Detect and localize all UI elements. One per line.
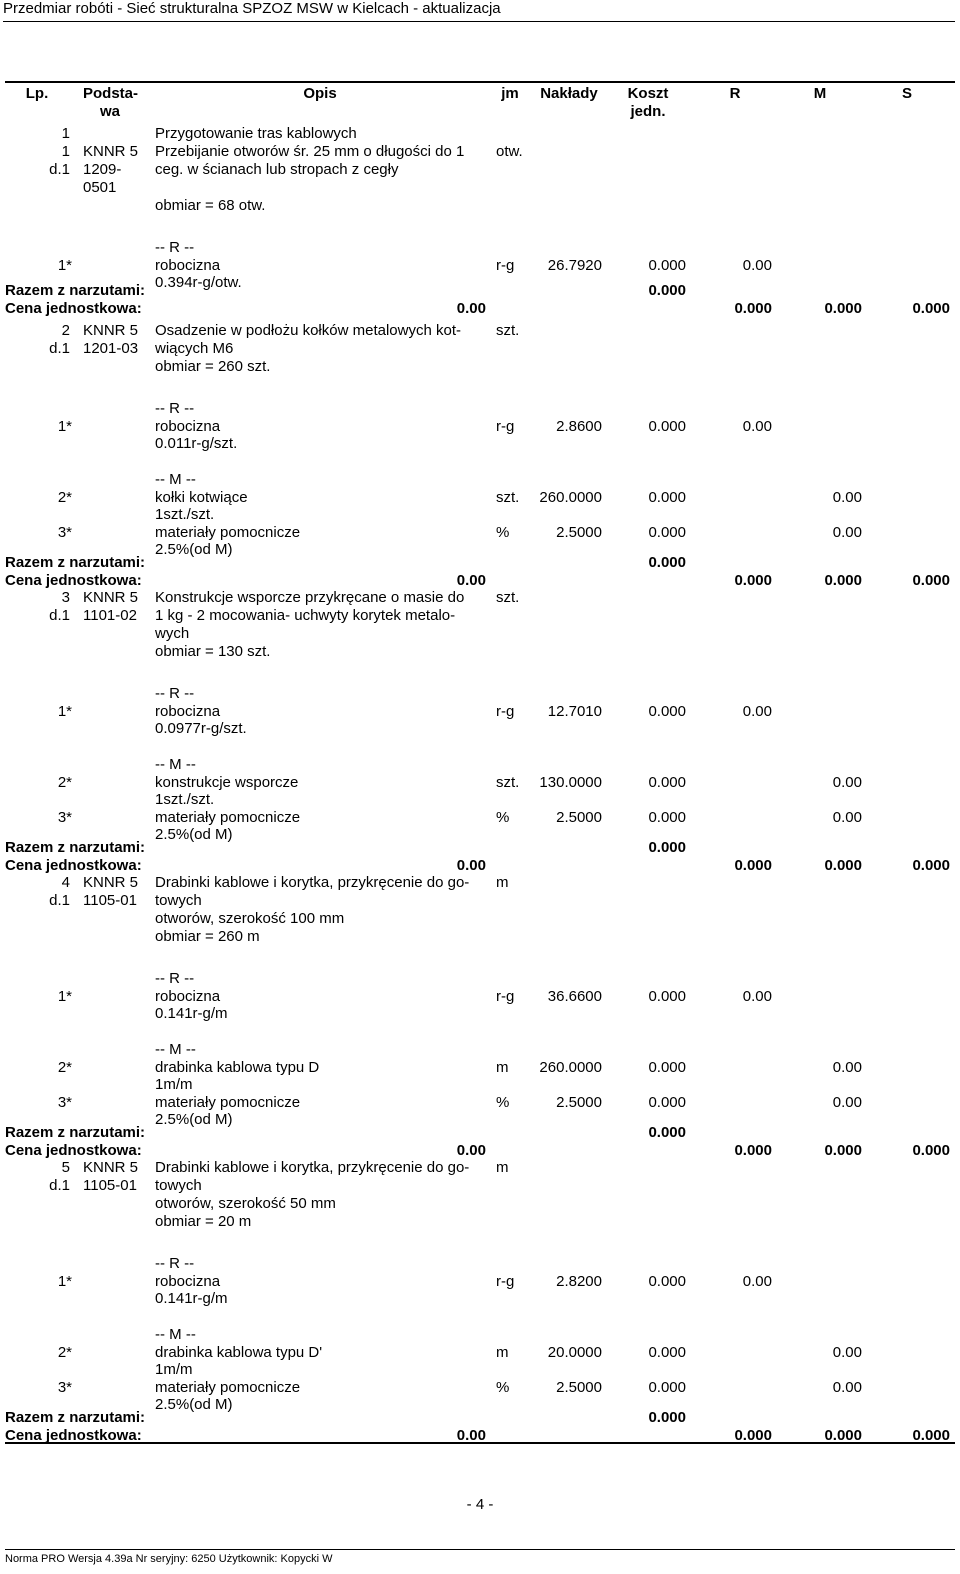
resource-value-m: 0.00 [832, 1094, 862, 1111]
basis-code-line: 1105-01 [83, 892, 137, 909]
total-with-surcharges-value: 0.000 [648, 1409, 686, 1426]
footer-divider [5, 1549, 955, 1550]
resource-quantity: 2.5000 [556, 1094, 602, 1111]
resource-unit-price: 0.000 [648, 524, 686, 541]
position-number-sub: d.1 [49, 161, 70, 178]
total-with-surcharges-value: 0.000 [648, 839, 686, 856]
col-podstawa-line1: Podsta- [83, 85, 139, 102]
resource-index: 3* [57, 1094, 72, 1111]
resource-name: robocizna [155, 1273, 221, 1290]
resource-rate: 0.141r-g/m [155, 1005, 228, 1022]
resource-index: 2* [57, 774, 72, 791]
unit-price-total: 0.00 [456, 1427, 486, 1444]
resource-name: materiały pomocnicze [155, 1379, 301, 1396]
unit-price-s: 0.000 [912, 572, 950, 589]
col-r: R [729, 85, 741, 102]
resource-rate: 1szt./szt. [155, 791, 215, 808]
resource-quantity: 36.6600 [547, 988, 602, 1005]
table-bottom-rule [5, 1442, 955, 1444]
position-number: 3 [61, 589, 70, 606]
labor-section-header: -- R -- [155, 400, 195, 417]
resource-name: materiały pomocnicze [155, 1094, 301, 1111]
resource-rate: 2.5%(od M) [155, 1111, 233, 1128]
basis-code-line: KNNR 5 [83, 143, 139, 160]
resource-index: 2* [57, 1059, 72, 1076]
basis-code-line: 0501 [83, 179, 117, 196]
resource-index: 3* [57, 524, 72, 541]
unit-price-label: Cena jednostkowa: [5, 857, 142, 874]
unit-of-measure: szt. [496, 322, 520, 339]
resource-value-m: 0.00 [832, 489, 862, 506]
resource-rate: 1m/m [155, 1361, 193, 1378]
resource-index: 1* [57, 418, 72, 435]
resource-value-m: 0.00 [832, 1059, 862, 1076]
resource-unit: % [496, 1379, 510, 1396]
resource-unit: szt. [496, 489, 520, 506]
resource-index: 1* [57, 257, 72, 274]
position-number-sub: d.1 [49, 892, 70, 909]
unit-price-s: 0.000 [912, 1427, 950, 1444]
resource-value-r: 0.00 [742, 257, 772, 274]
unit-price-total: 0.00 [456, 857, 486, 874]
measurement-line: obmiar = 20 m [155, 1213, 252, 1230]
description-line: wiących M6 [155, 340, 234, 357]
description-line: Drabinki kablowe i korytka, przykręcenie do go- [155, 1159, 470, 1176]
total-with-surcharges-label: Razem z narzutami: [5, 1124, 146, 1141]
resource-quantity: 26.7920 [547, 257, 602, 274]
material-section-header: -- M -- [155, 1041, 196, 1058]
resource-rate: 2.5%(od M) [155, 541, 233, 558]
resource-index: 1* [57, 1273, 72, 1290]
resource-rate: 1m/m [155, 1076, 193, 1093]
resource-name: robocizna [155, 988, 221, 1005]
col-lp: Lp. [25, 85, 49, 102]
labor-section-header: -- R -- [155, 685, 195, 702]
resource-rate: 1szt./szt. [155, 506, 215, 523]
unit-price-r: 0.000 [734, 857, 772, 874]
resource-quantity: 260.0000 [539, 1059, 602, 1076]
resource-quantity: 2.5000 [556, 809, 602, 826]
description-line: wych [155, 625, 190, 642]
unit-price-total: 0.00 [456, 300, 486, 317]
resource-unit-price: 0.000 [648, 988, 686, 1005]
total-with-surcharges-label: Razem z narzutami: [5, 1409, 146, 1426]
group-title: Przygotowanie tras kablowych [155, 125, 357, 142]
group-number: 1 [61, 125, 70, 142]
resource-index: 3* [57, 1379, 72, 1396]
position-number: 2 [61, 322, 70, 339]
unit-of-measure: m [496, 1159, 509, 1176]
resource-quantity: 20.0000 [547, 1344, 602, 1361]
document-title: Przedmiar robóti - Sieć strukturalna SPZOZ MSW w Kielcach - aktualizacja [3, 0, 501, 17]
resource-unit-price: 0.000 [648, 1273, 686, 1290]
resource-value-m: 0.00 [832, 1379, 862, 1396]
unit-price-m: 0.000 [824, 1142, 862, 1159]
labor-section-header: -- R -- [155, 239, 195, 256]
resource-unit: % [496, 524, 510, 541]
resource-quantity: 12.7010 [547, 703, 602, 720]
col-naklady: Nakłady [540, 85, 598, 102]
unit-price-m: 0.000 [824, 1427, 862, 1444]
resource-rate: 0.0977r-g/szt. [155, 720, 247, 737]
resource-value-m: 0.00 [832, 1344, 862, 1361]
resource-unit-price: 0.000 [648, 1094, 686, 1111]
resource-name: robocizna [155, 257, 221, 274]
resource-unit: % [496, 1094, 510, 1111]
total-with-surcharges-value: 0.000 [648, 282, 686, 299]
resource-quantity: 2.5000 [556, 524, 602, 541]
resource-unit: r-g [496, 988, 515, 1005]
resource-unit-price: 0.000 [648, 1344, 686, 1361]
description-line: ceg. w ścianach lub stropach z cegły [155, 161, 399, 178]
resource-index: 3* [57, 809, 72, 826]
resource-name: drabinka kablowa typu D [155, 1059, 320, 1076]
resource-name: robocizna [155, 703, 221, 720]
basis-code-line: 1201-03 [83, 340, 139, 357]
description-line: towych [155, 892, 202, 909]
basis-code-line: 1101-02 [83, 607, 137, 624]
resource-value-r: 0.00 [742, 1273, 772, 1290]
unit-price-m: 0.000 [824, 572, 862, 589]
resource-unit-price: 0.000 [648, 1059, 686, 1076]
total-with-surcharges-value: 0.000 [648, 1124, 686, 1141]
resource-name: kołki kotwiące [155, 489, 248, 506]
col-koszt-line2: jedn. [630, 103, 666, 120]
position-number-sub: d.1 [49, 607, 70, 624]
description-line: Drabinki kablowe i korytka, przykręcenie do go- [155, 874, 470, 891]
resource-rate: 2.5%(od M) [155, 1396, 233, 1413]
unit-price-s: 0.000 [912, 1142, 950, 1159]
unit-price-s: 0.000 [912, 300, 950, 317]
resource-unit: m [496, 1059, 509, 1076]
col-podstawa-line2: wa [100, 103, 121, 120]
basis-code-line: KNNR 5 [83, 322, 139, 339]
measurement-line: obmiar = 130 szt. [155, 643, 271, 660]
labor-section-header: -- R -- [155, 970, 195, 987]
resource-rate: 0.141r-g/m [155, 1290, 228, 1307]
resource-unit: szt. [496, 774, 520, 791]
unit-price-r: 0.000 [734, 1142, 772, 1159]
resource-index: 1* [57, 988, 72, 1005]
resource-name: materiały pomocnicze [155, 524, 301, 541]
resource-unit-price: 0.000 [648, 1379, 686, 1396]
resource-unit: r-g [496, 703, 515, 720]
resource-unit: r-g [496, 418, 515, 435]
unit-price-label: Cena jednostkowa: [5, 300, 142, 317]
resource-unit-price: 0.000 [648, 257, 686, 274]
resource-value-r: 0.00 [742, 703, 772, 720]
header-divider [3, 21, 955, 22]
resource-quantity: 130.0000 [539, 774, 602, 791]
resource-name: konstrukcje wsporcze [155, 774, 299, 791]
material-section-header: -- M -- [155, 471, 196, 488]
resource-unit: r-g [496, 1273, 515, 1290]
material-section-header: -- M -- [155, 1326, 196, 1343]
col-s: S [901, 85, 912, 102]
unit-price-m: 0.000 [824, 857, 862, 874]
unit-price-s: 0.000 [912, 857, 950, 874]
col-opis: Opis [303, 85, 337, 102]
description-line: otworów, szerokość 100 mm [155, 910, 345, 927]
position-number-sub: d.1 [49, 1177, 70, 1194]
resource-rate: 0.011r-g/szt. [155, 435, 238, 452]
position-number: 5 [61, 1159, 70, 1176]
basis-code-line: KNNR 5 [83, 874, 139, 891]
resource-name: drabinka kablowa typu D' [155, 1344, 323, 1361]
resource-quantity: 2.8600 [556, 418, 602, 435]
material-section-header: -- M -- [155, 756, 196, 773]
basis-code-line: 1209- [83, 161, 122, 178]
measurement-line: obmiar = 68 otw. [155, 197, 266, 214]
basis-code-line: KNNR 5 [83, 1159, 139, 1176]
measurement-line: obmiar = 260 m [155, 928, 260, 945]
unit-price-label: Cena jednostkowa: [5, 572, 142, 589]
unit-of-measure: otw. [496, 143, 523, 160]
unit-of-measure: m [496, 874, 509, 891]
unit-price-label: Cena jednostkowa: [5, 1142, 142, 1159]
position-number-sub: d.1 [49, 340, 70, 357]
resource-value-r: 0.00 [742, 988, 772, 1005]
resource-index: 2* [57, 1344, 72, 1361]
total-with-surcharges-value: 0.000 [648, 554, 686, 571]
resource-rate: 0.394r-g/otw. [155, 274, 242, 291]
resource-value-m: 0.00 [832, 809, 862, 826]
resource-index: 2* [57, 489, 72, 506]
unit-price-label: Cena jednostkowa: [5, 1427, 142, 1444]
resource-name: materiały pomocnicze [155, 809, 301, 826]
description-line: towych [155, 1177, 202, 1194]
col-jm: jm [501, 85, 519, 102]
resource-index: 1* [57, 703, 72, 720]
basis-code-line: KNNR 5 [83, 589, 139, 606]
total-with-surcharges-label: Razem z narzutami: [5, 839, 146, 856]
basis-code-line: 1105-01 [83, 1177, 137, 1194]
description-line: Osadzenie w podłożu kołków metalowych kot- [155, 322, 461, 339]
resource-value-r: 0.00 [742, 418, 772, 435]
page-header [0, 0, 960, 28]
resource-unit-price: 0.000 [648, 418, 686, 435]
unit-price-total: 0.00 [456, 1142, 486, 1159]
description-line: Przebijanie otworów śr. 25 mm o długości do 1 [155, 143, 465, 160]
description-line: 1 kg - 2 mocowania- uchwyty korytek metalo- [155, 607, 456, 624]
resource-name: robocizna [155, 418, 221, 435]
total-with-surcharges-label: Razem z narzutami: [5, 282, 146, 299]
resource-unit: r-g [496, 257, 515, 274]
resource-value-m: 0.00 [832, 774, 862, 791]
resource-unit-price: 0.000 [648, 774, 686, 791]
measurement-line: obmiar = 260 szt. [155, 358, 271, 375]
unit-price-r: 0.000 [734, 300, 772, 317]
resource-unit: % [496, 809, 510, 826]
resource-rate: 2.5%(od M) [155, 826, 233, 843]
labor-section-header: -- R -- [155, 1255, 195, 1272]
resource-quantity: 2.8200 [556, 1273, 602, 1290]
resource-value-m: 0.00 [832, 524, 862, 541]
resource-quantity: 2.5000 [556, 1379, 602, 1396]
resource-quantity: 260.0000 [539, 489, 602, 506]
col-m: M [813, 85, 827, 102]
description-line: Konstrukcje wsporcze przykręcane o masie do [155, 589, 465, 606]
unit-price-r: 0.000 [734, 572, 772, 589]
total-with-surcharges-label: Razem z narzutami: [5, 554, 146, 571]
resource-unit-price: 0.000 [648, 703, 686, 720]
resource-unit-price: 0.000 [648, 489, 686, 506]
col-koszt-line1: Koszt [627, 85, 669, 102]
resource-unit-price: 0.000 [648, 809, 686, 826]
unit-of-measure: szt. [496, 589, 520, 606]
position-number: 1 [61, 143, 70, 160]
description-line: otworów, szerokość 50 mm [155, 1195, 336, 1212]
page-number: - 4 - [466, 1496, 494, 1513]
unit-price-m: 0.000 [824, 300, 862, 317]
resource-unit: m [496, 1344, 509, 1361]
footer-text: Norma PRO Wersja 4.39a Nr seryjny: 6250 Użytkownik: Kopycki W [5, 1553, 333, 1565]
unit-price-total: 0.00 [456, 572, 486, 589]
position-number: 4 [61, 874, 70, 891]
table-top-rule [5, 81, 955, 83]
unit-price-r: 0.000 [734, 1427, 772, 1444]
